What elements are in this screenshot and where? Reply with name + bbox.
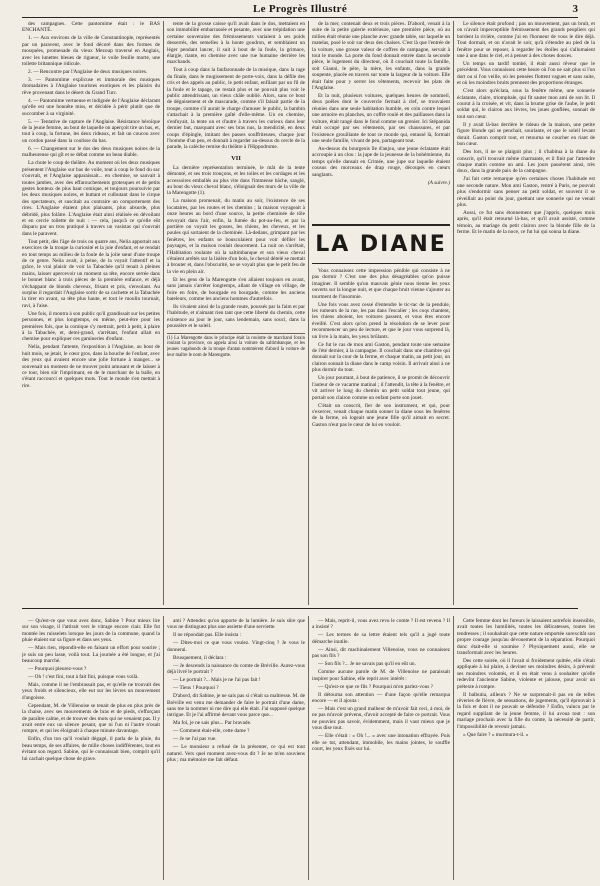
paragraph: C'était un conscrit, fier de son instrument, et qui, pour s'exercer, venait chaque matin sonner la diane sous les fenêtres de la ferme, où logeait une jeune fille qu'il aimait en secret. Gaston n'eut pas le cœur de lui en vouloir. bbox=[312, 402, 450, 428]
paragraph: Mais, comme il ne l'embrassait pas, et qu'elle ne trouvait des yeux froids et silencieux, elle eut sur les lèvres un mouvement d'angoisse. bbox=[22, 682, 160, 701]
paragraph: Brusquement, il déclara : bbox=[173, 654, 227, 661]
paragraph: 6. — Changement sur le dos des deux musiques noires de la malheureuse qui gît et se débat comme un beau diable. bbox=[22, 145, 160, 159]
feuilleton-column-1 bbox=[22, 618, 160, 880]
paragraph: — Comment était-elle, cette dame ? bbox=[173, 728, 250, 735]
paragraph: — Elle s'était : « Oh !... » avec une intonation effrayée. Puis elle se tut, attendant, immobile, les mains jointes, le souffle court, les yeux fixés sur lui. bbox=[312, 733, 450, 753]
paragraph: 2. — Rencontre par l'Anglaise de deux musiques noires. bbox=[28, 69, 148, 76]
paragraph: Ils vivaient ainsi de la grande route, poussés par la faim et par l'habitude, et n'aimant rien tant que cette liberté du chemin, cette existence au jour le jour, sans lendemain, sans souci, dans la poussière et le soleil. bbox=[167, 304, 305, 330]
paragraph: Tout à coup dans la fanfaronnade de la musique, dans la rage du finale, dans le mugissement de porte-voix, dans la défile des cris et des appels au public, le petit enfant, enfilant par un fil de la foule et le tapage, ne restait plus et ne pouvait plus voir le public attendrissant, un vieux châle oublié. Alors, sans ce bout de déguisement et de mascarade, comme s'il faisait partie de la troupe, comme s'il aurait le charge d'amuser le public, la bambin s'attachait à la première gaîté d'elle-même. Un en chemise, s'enfuyait, la tente un et d'autre à travers les curieux dans leur dernier but, marquant avec ses bras nus, la mendicité, en deux coups d'épingle, imitant des passes souffriteuses, chaque jour l'homme d'un peu, et donnait à regarder au-dessus du cercle de la parade, la calèche remise du théâtre à l'Hippodrome. bbox=[167, 67, 305, 151]
paragraph: Il détourna son attention — d'une façon qu'elle remarqua encore — et il ajouta : bbox=[312, 691, 450, 705]
top-column-2 bbox=[167, 21, 305, 591]
paragraph: Cependant, M. de Villenoise se tenait de plus en plus près de la chaise, avec ses mouvements de bras et de pieds, s'efforçant de paraître calme, et de trouver des mots qui ne venaient pas. Il y avait entre eux un silence pesant, que ni l'un ni l'autre n'osait rompre, et qui les éloignait à chaque minute davantage. bbox=[22, 702, 160, 735]
column-divider bbox=[453, 21, 454, 605]
paragraph: — Tiens ! Pourquoi ? bbox=[173, 685, 219, 692]
paragraph: 5. — Tentative de capture de l'Anglaise. Résistance héroïque de la jeune femme, au bout de laquelle on aperçoit tire un bas, et, tout à coup, la fortune, les deux rideaux, et fait un coucou avec un cordon passé dans la coulisse du bas. bbox=[22, 118, 160, 144]
paragraph: Le silence était profond ; pas un mouvement, pas un bruit, et on n'avait imperceptible frémissement des grands peupliers qui bordent la rivière, comme j'ai en l'honneur de vous le dire déjà. Tout dormait, et on n'avait le soir, qu'à s'étendre au pied de la fenêtre pour se reposer, à regarder les étoiles qui s'allumaient une à une dans le ciel, et à penser à des choses douces. bbox=[457, 21, 595, 60]
paragraph: D'abord, dit Sabine, je ne sais pas si c'était sa maîtresse. M. de Bréville est venu me demander de faire le portrait d'une dame, sans me la nommer ni me dire qui elle était. J'ai supposé quelque intrigue. Et je l'ai affirmé devant vous parce que... bbox=[167, 693, 305, 719]
paragraph: La dernière représentation terminée, le mât de la tente démonté, et ses trois tronçons, et les toiles et les cordages et les accessoires emballés au plus vite dans l'immense bâche, sanglé, au bout du vieux cheval blanc, s'éloignait des murs de la ville de la Marengotte (1). bbox=[167, 164, 305, 197]
paragraph: Et les gens de la Marengotte s'en allaient toujours en avant, sans jamais s'arrêter longtemps, allant de village en village, de foire en foire, de bourgade en bourgade, comme les anciens bateleurs, comme les anciens hommes d'autrefois. bbox=[167, 276, 305, 303]
paragraph: de la mer, contenait deux et trois pièces. D'abord, venait à la suite de la petite galerie extérieure, une première pièce, où au milieu était réunie une planche avec grande table, sur laquelle un matelas, posé le soir sur deux des chaises. C'est là que l'entrée de la voiture, une grosse valeur de coffres de campagne, servait à tout le monde. La porte du fond donnait entrée dans la seconde pièce, le logement du directeur, où il couchait toute la famille, soit Gianni, le père, la mère, les enfants, dans la grande soupente, placée en travers sur toute la largeur de la voiture. Elle était faite pour y serrer les vêtements, recevoir les plats de l'Anglaise. bbox=[312, 21, 450, 92]
paragraph: Nelia, pendant l'attente, l'exposition à l'Anglaise, au bout de huit mois, se jetait, le cœur gros, dans la bouche de l'enfant, avec des yeux qui avaient encore une jolie fortune à manger... se souvenait un moment de ne trouver point amusant et de laisser à ce tour, bien sûr l'imprimant, en de le marchant de la balle, en s'étant raccourci et quelques mots. Tout le monde s'en mettait à rire. bbox=[22, 344, 160, 389]
paragraph: ami ? Attendez qu'on apporte de la lumière. Je suis sûre que vous ne distinguez plus une assiette d'une serviette. bbox=[167, 618, 305, 631]
paragraph: Une fois, il montra à son public qu'il grandissait sur les petites personnes, et plus longtemps, en même, peut-être pour les premières fois, que la comique s'y mettrait, petit à petit, à plaire à la Tabachée, et, demi-grand, s'arrêtant, l'enfant allait en chemise pour expliquer ces gamineries d'enfant. bbox=[22, 310, 160, 343]
feuilleton-column-4 bbox=[457, 618, 595, 880]
paragraph: tente de la grosse caisse qu'il avait dans le dos, mettaient en son immobilité embarrassée et pesante, avec une trépidation une certaine souveraine des frémissements variaient à ses poids desserrés, des semelles à la honte goudron, et semblaient un léger pendant lancer, il suit à bout de la foule, la grimace, élargie, riante, en chemise avec une rue humaine derrière les marchands. bbox=[167, 21, 305, 66]
paragraph: — Je ne l'ai pas vue. bbox=[173, 736, 217, 743]
column-divider bbox=[308, 616, 309, 880]
paragraph: Un temps un tardif tombé, il était aussi rêveur que le précédent. Vous connaissez cette heure où l'on ne sait plus si l'on dort ou si l'on veille, où les pensées flottent vagues et sans suite, et où les moindres bruits prennent des proportions étranges. bbox=[457, 61, 595, 87]
paragraph: Ce fut le cas de mon ami Gaston, pendant toute une semaine de l'été dernier, à la campagne. Il couchait dans une chambre qui donnait sur la cour de la ferme, et chaque matin, au petit jour, un clairon sonnait la diane dans le camp voisin. Il arrivait ainsi à ne plus dormir du tout. bbox=[312, 341, 450, 374]
paragraph: « Que faire ? » murmura-t-il. » bbox=[463, 731, 529, 738]
column-divider bbox=[453, 616, 454, 880]
masthead-title: Le Progrès Illustré bbox=[252, 3, 348, 15]
paragraph: Au-dessus du bourgeois île d'anjou, une jeune éclatante était accroupie à un clou : la jupe de la jeunesse de la bohémienne, du temps qu'elle dansait en Crimée, une jupe sur laquelle étaient cousus des morceaux de drap rouge, découpés en cœurs sanglants. bbox=[312, 145, 450, 178]
column-divider bbox=[163, 616, 164, 880]
paragraph: — Son fils ?... Je ne savais pas qu'il en eût un. bbox=[318, 661, 416, 668]
feuilleton-column-2 bbox=[167, 618, 305, 880]
paragraph: Des cette soirée, où il l'avait si froidement quittée, elle s'était appliquée à lui plaire, à deviner ses moindres désirs, à prévenir ses moindres volontés, et il en était venu à souhaiter qu'elle redevînt l'ancienne Sabine, violente et jalouse, pour avoir un prétexte à rompre. bbox=[457, 658, 595, 690]
paragraph: — Pourquoi pleurez-vous ? bbox=[28, 666, 87, 673]
story-title: LA DIANE bbox=[315, 232, 447, 257]
to-be-continued: (A suivre.) bbox=[427, 179, 450, 186]
paragraph: Cette femme dont les fureurs le laissaient autrefois insensible, avait toutes les humilités, toutes les délicatesses, toutes les tendresses ; il souhaitait que cette nature emportée surexcitât son propre courage jusqu'au dévouement de la séparation. Pourquoi donc était-elle si soumise ? Physiquement aussi, elle se transformait avec les heures. bbox=[457, 618, 595, 657]
paragraph: J'ai fait cette remarque qu'en certaines choses l'habitude est une seconde nature. Mon ami Gaston, rentré à Paris, ne pouvait plus s'endormir sans penser au petit soldat, et souvent il se réveillait au point du jour, guettant une sonnerie qui ne venait plus. bbox=[457, 176, 595, 208]
paragraph: Comme aucune parole de M. de Villenoise ne paraissait inspirer pour Sabine, elle reprit avec intérêt : bbox=[312, 669, 450, 682]
paragraph: Une fois vous avez cessé d'entendre le tic-tac de la pendule, les rumeurs de la rue, les pas dans l'escalier ; les coqs chantent, les chiens aboient, les voitures passent, et vous êtes encore éveillé. C'est alors qu'on prend la résolution de se lever pour recommencer un peu de lecture, et que le jour vous surprend là, un livre à la main, les yeux brûlants. bbox=[312, 301, 450, 340]
top-column-3 bbox=[312, 21, 450, 221]
paragraph: — Je descends la naissance du comte de Bréville. Aurez-vous déjà livré le portrait ? bbox=[167, 662, 305, 676]
paragraph: Il balbutia, ailleurs ? Ne se surprenait-il pas en de telles rêveries de fièvre, de sensations, de jugements, qu'il éprouvait à la fois et dont il ne pouvait se défendre ? Enfin, vaincu par le regard suppliant de la jeune femme, il lui avoua tout : son mariage prochain avec la fille du comte, la nécessité de partir, l'impossibilité de revenir jamais. bbox=[457, 691, 595, 730]
paragraph: 3. — Pantomime explicuse et immorale des musiques dromadaires à l'Anglaise touristes exotiques et les plaisirs du rêve provenant dans le désert du Grand Turc. bbox=[22, 77, 160, 96]
paragraph: Aussi, ce fut sans étonnement que j'appris, quelques mois après, qu'il était retourné là-bas, et qu'il avait assisté, comme témoin, au mariage du petit clairon avec la blonde fille de la ferme. Et le matin de la noce, ce fut lui qui sonna la diane. bbox=[457, 209, 595, 236]
story-column bbox=[312, 268, 450, 591]
paragraph: 1. — Aux environs de la ville de Constantinople, représentés par un paravent, avec le fond décoré dans des formes de mosquées, promenade du vieux Mezoup traversé en Anglais, avec les lunettes bleues de rigueur, le voile feuille morte, une toilette britannique ridicule. bbox=[22, 35, 160, 68]
top-column-4 bbox=[457, 21, 595, 591]
paragraph: Il ne répondait pas. Elle insista : bbox=[173, 632, 242, 639]
paragraph: Il y avait là-bas derrière le rideau de la maison, une petite figure blonde qui se penchait, souriante, et que le soleil levant dorait. Gaston comprit tout, et retourna se coucher en riant de bon cœur. bbox=[457, 121, 595, 148]
paragraph: 4. — Pantomime vertueuse et indignée de l'Anglaise déclarant qu'elle est une honnête miss, et décidée à périr plutôt que de succomber à sa virginité. bbox=[22, 97, 160, 117]
column-divider bbox=[163, 21, 164, 605]
paragraph: — Les termes de sa lettre étaient tels qu'il a jugé toute démarche inutile. bbox=[312, 632, 450, 645]
paragraph: La maison promenait, du matin au soir, l'existence de ses locataires, par les routes et les chemins ; la maison voyageait à onze heures au bord d'une source, la petite cheminée de tôle envoyait dans l'air, enfin, la fumée du pot-au-feu, et par la portière on voyait les gosses, les chiens, les cheveux, et les poules qui sortaient de la cheminée. Là-dedans, grimpant par les fenêtres, les enfants se bousculaient pour voir défiler les paysages, et la maison roulait doucement. La nuit on s'arrêtait, l'Habitation roulante où la saltimbanque et son vieux cheval s'étaient arrêtés sur la lisière d'un bois, le cheval dételé se mettait à brouter et, dans l'obscurité, ne se voyait plus que le petit feu de la vie en plein air. bbox=[167, 198, 305, 275]
section-number: VII bbox=[231, 154, 241, 162]
paragraph: Ma foi, je ne sais plus... Par bravade. bbox=[173, 720, 252, 727]
feuilleton-rule bbox=[22, 608, 578, 609]
paragraph: — Le monsieur a refusé de la présenter, ce qui est tout naturel. Vers quel moment avez-vous dit ? Je ne m'en souviens plus ; ma mémoire me fait défaut. bbox=[167, 744, 305, 764]
paragraph: — Oh ! c'est fini, tout à fait fini, puisque vous voilà. bbox=[28, 674, 139, 681]
paragraph: — Qu'est-ce que vous avez donc, Sabine ? Pour mieux lire sur son visage, il l'attirait vers le vitrage encore clair. Elle fut montée les ruisselets lorsque les jours de la commune, quand la pluie étaient sur sa figure et dans ses yeux. bbox=[22, 618, 160, 644]
paragraph: Et la nuit, plusieurs voitures, quelques heures de sommeil, deux poêles dont le couvercle fermait à clef, se trouvaient réunies dans une seule habitation humble, en coin contre lequel une armoire en planches, un coffre roulé et des paillasses dans la voiture, était rangé dans le fond comme un grenier. Ici Stépanida était occupé par ses vêtements, par ses chaussures, et par l'existence grouillante de tout ce monde qui, entassé là, formait une seule famille, vivant de peu, partageant tout. bbox=[312, 93, 450, 144]
paragraph: — Dites-moi ce que vous voulez. Vingt-cinq ? Je vous le donnerai. bbox=[167, 640, 305, 653]
top-column-1 bbox=[22, 21, 160, 591]
paragraph: Un jour pourtant, à bout de patience, il se promit de découvrir l'auteur de ce vacarme matinal ; il l'attendit, la tête à la fenêtre, et vit arriver le long du chemin un petit soldat tout jeune, qui portait son clairon comme un enfant porte son jouet. bbox=[312, 375, 450, 401]
heading-rule bbox=[312, 224, 450, 226]
paragraph: des campagnes. Cette pantomime était : le BAS ENCHANTÉ. bbox=[22, 21, 160, 34]
page-number: 3 bbox=[572, 3, 578, 15]
running-head bbox=[22, 3, 578, 18]
paragraph: C'est alors qu'éclata, sous la fenêtre même, une sonnerie éclatante, claire, triomphale, qui fit sauter mon ami de son lit. Il courut à la croisée, et vit, dans la brume grise de l'aube, le petit soldat qui, le clairon aux lèvres, les joues gonflées, sonnait de tout son cœur. bbox=[457, 88, 595, 120]
paragraph: — Ainsi, dit machinalement Villenoise, vous ne connaissez pas son fils ? bbox=[312, 646, 450, 660]
heading-rule bbox=[312, 263, 450, 264]
paragraph: Enfin, d'un ton qu'il voulait dégagé, il parla de la pluie, du beau temps, de ses affaires, de mille choses indifférentes, tout en évitant son regard. Sabine, qui le connaissait bien, comprit qu'il lui cachait quelque chose de grave. bbox=[22, 736, 160, 762]
paragraph: — Mais rien, répondit-elle en faisant un effort pour sourire ; je suis un peu lasse, voilà tout. La journée a été longue, et j'ai beaucoup marché. bbox=[22, 645, 160, 665]
footnote: (1) La Marengotte dans le principe était la roulotte de marchand forain roulant la province, on appela ainsi la voiture du saltimbanque, et les jeunes vagabonds de la troupe d'antan nommèrent d'abord la voiture de leur maître le nom de Marengotte. bbox=[167, 333, 305, 359]
paragraph: — Qu'est-ce que ce fils ? Pourquoi m'en parlez-vous ? bbox=[318, 683, 434, 690]
paragraph: Vous connaissez cette impression pénible qui consiste à ne pas dormir ? C'est une des plus désagréables qu'on puisse imaginer. Il semble qu'un mauvais génie nous tienne les yeux ouverts sur la longue nuit, et que chaque bruit vienne s'ajouter au tourment de l'insomnie. bbox=[312, 268, 450, 300]
paragraph: — Le portrait ?... Mais je ne l'ai pas fait ! bbox=[173, 677, 261, 684]
feuilleton-column-3 bbox=[312, 618, 450, 880]
paragraph: — Mais c'est un grand malheur de m'avoir fait ceci, à moi, de ne pas m'avoir prévenu, d'avoir accepté de faire ce portrait. Vous ne pouviez pas savoir, évidemment, mais il vaut mieux que je vous dise tout. bbox=[312, 706, 450, 732]
paragraph: Des lors, il ne se plaignit plus ; il s'habitua à la diane du conscrit, qu'il trouvait même charmante, et il finit par l'attendre chaque matin comme un ami. Les jours passèrent ainsi, très doux, dans la grande paix de la campagne. bbox=[457, 149, 595, 175]
column-divider bbox=[308, 21, 309, 605]
paragraph: — Mais, reprit-il, vous avez revu le comte ? Il est revenu ? Il a insisté ? bbox=[312, 618, 450, 631]
paragraph: Tout petit, dès l'âge de trois ou quatre ans, Nelia apportait aux exercices de la troupe la curiosité et la joie d'enfant, et se rendait en tout temps au milieu de la foule de la jolie sœur d'une troupe de ce genre. Nelia avait, à peine, de la voyait l'attentif et la grâce, le vrai plaisir de voir la Tabachée qu'il tenait à pleines mains, laisser apercevoir un moment sa tête, encore serrée dans le bonnet blanc à trois pièces de la première enfance, et déjà s'échappant de blonds cheveux, frisant et pris, s'envolant. Au surplus il regardait l'Anglaise sortir de sa cachette et la Tabachée la tirer en avant, sa tête plus haute, et tout le moulin tournait, ravi, à l'aise. bbox=[22, 238, 160, 309]
story-heading bbox=[312, 224, 450, 264]
paragraph: La chute le coup de théâtre. Au moment où les deux musiques présentent l'Anglaise sur bas de voile, tout à coup le fond du sac s'ouvrait, et l'Anglaise apparaissait... en chemise, se sauvait à toutes jambes, avec des effarouchements grotesques et de petits gestes honteux de plus haut comique, et toujours poursuivie par les deux musiques noires, et buttant et culbutant dans le cirque des spectateurs, et suscitait au contraire un comportement des rires. L'Anglaise étaient plus plaisants, plus absurde, plus débridé, plus folâtre. L'Anglaise était ainsi réalisée en dévoilant et en cercle toilette de nuit : — cela, jusqu'à ce qu'elle eût disparu par un trou pratiqué à travers un vasistas qui s'ouvrait dans le paravent. bbox=[22, 160, 160, 237]
